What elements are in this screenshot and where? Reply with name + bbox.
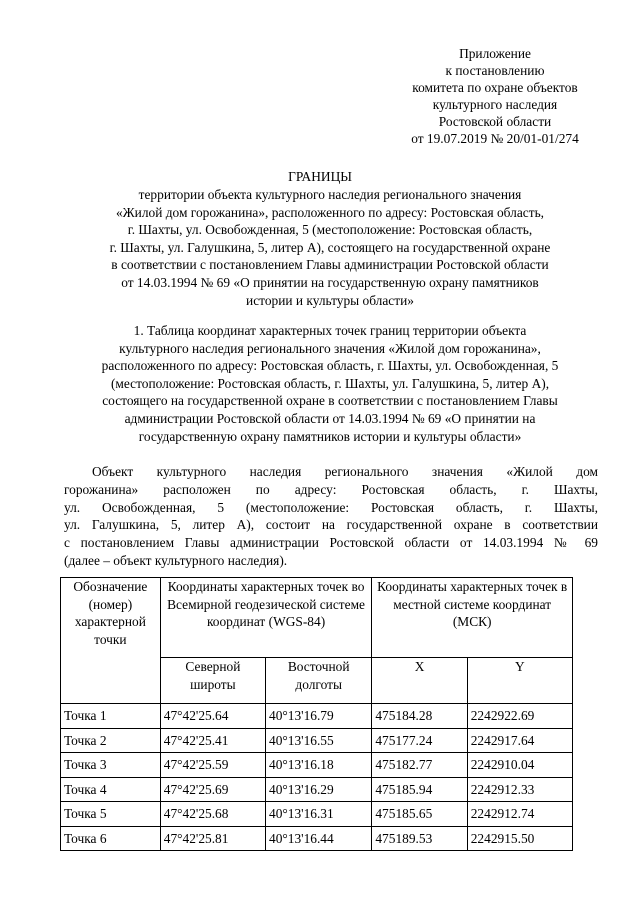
table-row	[61, 704, 573, 729]
cell-latitude: 47°42'25.81	[160, 826, 265, 851]
appendix-line: от 19.07.2019 № 20/01-01/274	[411, 131, 579, 146]
subtitle-line: «Жилой дом горожанина», расположенного по адресу: Ростовская область,	[115, 204, 545, 220]
cell-y: 2242917.64	[467, 728, 572, 753]
cell-x: 475182.77	[372, 753, 467, 778]
cell-x: 475177.24	[372, 728, 467, 753]
header-east-longitude: Восточной долготы	[266, 658, 372, 704]
section-1-line: состоящего на государственной охране в соответствии с постановлением Главы	[102, 393, 558, 409]
table-row	[61, 826, 573, 851]
header-y: Y	[467, 658, 572, 704]
table-header-row	[61, 578, 573, 658]
cell-y: 2242910.04	[467, 753, 572, 778]
subtitle-line: в соответствии с постановлением Главы администрации Ростовской области	[111, 257, 549, 273]
cell-y: 2242922.69	[467, 704, 572, 729]
subtitle-line: от 14.03.1994 № 69 «О принятии на государственную охрану памятников	[121, 274, 539, 290]
section-1-line: администрации Ростовской области от 14.03.1994 № 69 «О принятии на	[124, 410, 536, 426]
header-point-designation: Обозначение (номер) характерной точки	[61, 578, 161, 704]
appendix-line: к постановлению	[445, 63, 545, 78]
header-x: X	[372, 658, 467, 704]
section-1-title	[60, 322, 600, 445]
cell-longitude: 40°13'16.79	[266, 704, 372, 729]
cell-y: 2242915.50	[467, 826, 572, 851]
subtitle-line: истории и культуры области»	[246, 292, 414, 308]
cell-longitude: 40°13'16.44	[266, 826, 372, 851]
appendix-block	[380, 45, 610, 147]
paragraph-line: (далее – объект культурного наследия).	[64, 552, 288, 568]
cell-longitude: 40°13'16.31	[266, 802, 372, 827]
appendix-line: комитета по охране объектов	[412, 80, 578, 95]
cell-latitude: 47°42'25.41	[160, 728, 265, 753]
cell-longitude: 40°13'16.55	[266, 728, 372, 753]
paragraph-line: горожанина» расположен по адресу: Ростовская область, г. Шахты,	[64, 481, 598, 497]
appendix-line: культурного наследия	[432, 97, 558, 112]
paragraph-line: Объект культурного наследия регионального значения «Жилой дом	[92, 464, 598, 479]
cell-latitude: 47°42'25.68	[160, 802, 265, 827]
cell-point: Точка 1	[61, 704, 161, 729]
table-row	[61, 802, 573, 827]
section-1-line: расположенного по адресу: Ростовская область, г. Шахты, ул. Освобожденная, 5	[101, 358, 559, 374]
cell-point: Точка 3	[61, 753, 161, 778]
cell-point: Точка 2	[61, 728, 161, 753]
cell-longitude: 40°13'16.18	[266, 753, 372, 778]
cell-x: 475185.65	[372, 802, 467, 827]
table-row	[61, 753, 573, 778]
cell-latitude: 47°42'25.69	[160, 777, 265, 802]
cell-point: Точка 6	[61, 826, 161, 851]
cell-y: 2242912.74	[467, 802, 572, 827]
cell-x: 475189.53	[372, 826, 467, 851]
cell-latitude: 47°42'25.59	[160, 753, 265, 778]
cell-point: Точка 5	[61, 802, 161, 827]
paragraph-line: ул. Освобожденная, 5 (местоположение: Ростовская область, г. Шахты,	[64, 499, 598, 515]
section-1-line: государственную охрану памятников истории и культуры области»	[138, 428, 522, 444]
object-description-paragraph	[64, 463, 598, 570]
appendix-line: Приложение	[459, 46, 531, 61]
cell-point: Точка 4	[61, 777, 161, 802]
header-north-latitude: Северной широты	[160, 658, 265, 704]
paragraph-line: с постановлением Главы администрации Ростовской области от 14.03.1994 № 69	[64, 535, 598, 551]
table-row	[61, 728, 573, 753]
document-heading: ГРАНИЦЫ	[288, 169, 352, 184]
subtitle-line: г. Шахты, ул. Галушкина, 5, литер А), состоящего на государственной охране	[109, 239, 551, 255]
section-1-line: культурного наследия регионального значения «Жилой дом горожанина»,	[119, 340, 541, 356]
appendix-line: Ростовской области	[438, 114, 552, 129]
table-row	[61, 777, 573, 802]
section-1-line: 1. Таблица координат характерных точек границ территории объекта	[133, 323, 527, 338]
coordinates-table	[60, 577, 573, 851]
paragraph-line: ул. Галушкина, 5, литер А), состоит на государственной охране в соответствии	[64, 517, 598, 533]
cell-x: 475185.94	[372, 777, 467, 802]
header-msk-group: Координаты характерных точек в местной системе координат (МСК)	[372, 578, 573, 658]
cell-latitude: 47°42'25.64	[160, 704, 265, 729]
subtitle-line: территории объекта культурного наследия регионального значения	[138, 187, 522, 202]
section-1-line: (местоположение: Ростовская область, г. Шахты, ул. Галушкина, 5, литер А),	[110, 375, 550, 391]
cell-y: 2242912.33	[467, 777, 572, 802]
header-wgs84-group: Координаты характерных точек во Всемирной геодезической системе координат (WGS-84)	[160, 578, 372, 658]
cell-longitude: 40°13'16.29	[266, 777, 372, 802]
cell-x: 475184.28	[372, 704, 467, 729]
subtitle-line: г. Шахты, ул. Освобожденная, 5 (местоположение: Ростовская область,	[127, 222, 533, 238]
document-subtitle	[60, 186, 600, 309]
